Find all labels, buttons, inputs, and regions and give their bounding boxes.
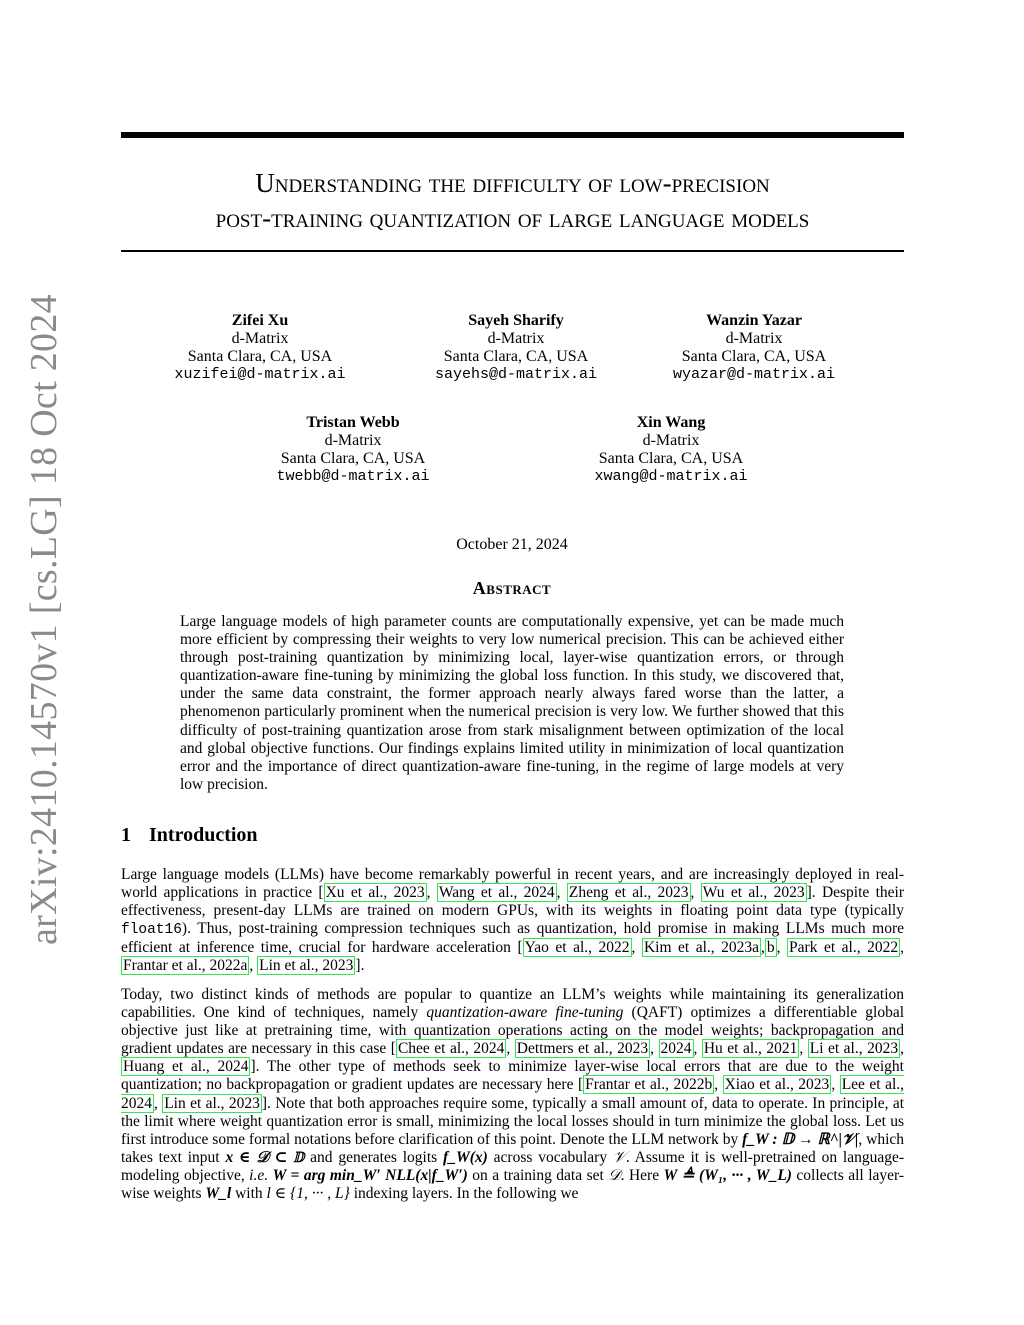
author-location: Santa Clara, CA, USA: [681, 348, 827, 365]
author-name: Zifei Xu: [231, 312, 289, 329]
text-run: , which takes text input: [121, 1130, 905, 1166]
author-email[interactable]: wyazar@d-matrix.ai: [672, 366, 836, 383]
section-number: 1: [121, 824, 131, 846]
text-run: with: [231, 1185, 267, 1203]
math-expression: l ∈ {1, ··· , L}: [266, 1185, 350, 1203]
citation-link[interactable]: Frantar et al., 2022b: [585, 1076, 713, 1094]
citation-link[interactable]: Xu et al., 2023: [325, 884, 425, 902]
citation-link[interactable]: b: [766, 939, 775, 957]
author-email[interactable]: twebb@d-matrix.ai: [276, 468, 430, 485]
author-org: d-Matrix: [487, 330, 545, 347]
author-location: Santa Clara, CA, USA: [443, 348, 589, 365]
citation-link[interactable]: Chee et al., 2024: [397, 1040, 505, 1058]
citation-link[interactable]: Frantar et al., 2022a: [123, 957, 248, 975]
section-title: Introduction: [149, 824, 258, 846]
citation-link[interactable]: Xiao et al., 2023: [724, 1076, 830, 1094]
author-name: Tristan Webb: [306, 414, 400, 431]
text-run: . Here: [620, 1166, 664, 1184]
math-expression: 𝒟: [608, 1166, 621, 1184]
citation-link[interactable]: Yao et al., 2022: [524, 939, 630, 957]
author-block: [140, 312, 380, 384]
math-expression: 𝒱: [612, 1148, 626, 1166]
text-run: indexing layers. In the following we: [349, 1185, 579, 1203]
math-expression: W = arg min_W′ NLL(x|f_W′): [272, 1166, 468, 1184]
author-block: [634, 312, 874, 384]
math-expression: f_W(x): [443, 1148, 488, 1166]
math-expression: W_l: [205, 1185, 232, 1203]
citation-link[interactable]: Lin et al., 2023: [164, 1094, 260, 1112]
intro-paragraph-1: Large language models (LLMs) have become remarkably powerful in recent years, and are increasingly deployed in real-world applications in practice [ Xu et al., 2023 , Wang et al., 2024 , Zheng et al., 2023 , Wu et al., 2023 ]. Despite their effectiveness, present-day LLMs are trained on modern GPUs, with its weights in floating point data type (typically float16). Thus, post-training compression techniques such as quantization, hold promise in making LLMs much more efficient at inference time, crucial for hardware acceleration [ Yao et al., 2022 , Kim et al., 2023a , b , Park et al., 2022 , Frantar et al., 2022a , Lin et al., 2023 ].: [121, 866, 905, 975]
math-expression: x ∈ 𝒟 ⊂ 𝔻: [225, 1148, 305, 1166]
title-top-rule: [121, 132, 904, 138]
abstract-text: Large language models of high parameter counts are computationally expensive, yet can be made much more efficient by compressing their weights to very low numerical precision. This can be achieved either through post-training quantization by minimizing local, layer-wise quantization errors, or through quantization-aware fine-tuning by minimizing the global loss function. In this study, we discovered that, under the same data constraint, the former approach nearly always fared worse than the latter, a phenomenon particularly prominent when the numerical precision is very low. We further showed that this difficulty of post-training quantization arose from stark misalignment between optimization of the local and global objective functions. Our findings explains limited utility in minimization of local quantization error and the importance of direct quantization-aware fine-tuning, in the regime of large models at very low precision.: [180, 613, 844, 793]
author-email[interactable]: xwang@d-matrix.ai: [594, 468, 748, 485]
title-line-1: Understanding the difficulty of low-precision: [255, 168, 770, 198]
text-run: ].: [355, 957, 365, 975]
author-email[interactable]: xuzifei@d-matrix.ai: [174, 366, 346, 383]
citation-link[interactable]: Lin et al., 2023: [259, 957, 354, 975]
citation-link[interactable]: Hu et al., 2021: [703, 1040, 798, 1058]
author-name: Wanzin Yazar: [706, 312, 802, 329]
author-location: Santa Clara, CA, USA: [187, 348, 333, 365]
text-run: . Assume it is well-pretrained on language-modeling objective,: [121, 1148, 905, 1184]
author-location: Santa Clara, CA, USA: [598, 450, 744, 467]
inline-code: float16: [121, 922, 182, 939]
section-heading: [121, 824, 258, 847]
citation-link[interactable]: Lee et al., 2024: [121, 1076, 905, 1112]
abstract-heading: Abstract: [472, 578, 552, 598]
arxiv-identifier: arXiv:2410.14570v1 [cs.LG] 18 Oct 2024: [23, 294, 65, 945]
text-run: (QAFT) optimizes a differentiable global objective just like at pretraining time, with quantization operations acting on the model weights; backpropagation and gradient updates are necessary in this case [: [121, 1004, 905, 1058]
emphasis: i.e.: [249, 1166, 269, 1184]
text-run: ]. Note that both approaches require some, typically a small amount of, data to operate. In principle, at the limit where weight quantization error is small, minimizing the local losses should in turn minimize the global loss. Let us first introduce some formal notations before clarification of this point. Denote the LLM network by: [121, 1094, 905, 1148]
author-org: d-Matrix: [725, 330, 783, 347]
text-run: ]. The other type of methods seek to minimize layer-wise local errors that are due to the weight quantization; no backpropagation or gradient updates are necessary here [: [121, 1058, 904, 1094]
text-run: ]. Despite their effectiveness, present-day LLMs are trained on modern GPUs, with its weights in floating point data type (typically: [121, 884, 905, 920]
author-block: [551, 414, 791, 486]
paper-date: October 21, 2024: [456, 536, 568, 553]
text-run: ). Thus, post-training compression techniques such as quantization, hold promise in making LLMs much more efficient at inference time, crucial for hardware acceleration [: [121, 920, 904, 957]
text-run: Large language models (LLMs) have become remarkably powerful in recent years, and are increasingly deployed in real-world applications in practice [: [121, 866, 904, 902]
text-run: and generates logits: [304, 1148, 444, 1166]
author-block: [233, 414, 473, 486]
citation-link[interactable]: Wu et al., 2023: [702, 884, 805, 902]
citation-link[interactable]: Wang et al., 2024: [438, 884, 555, 902]
citation-link[interactable]: Dettmers et al., 2023: [516, 1040, 649, 1058]
author-org: d-Matrix: [231, 330, 289, 347]
author-location: Santa Clara, CA, USA: [280, 450, 426, 467]
author-org: d-Matrix: [324, 432, 382, 449]
intro-paragraph-2: Today, two distinct kinds of methods are popular to quantize an LLM’s weights while maintaining its generalization capabilities. One kind of techniques, namely quantization-aware fine-tuning (QAFT) optimizes a differentiable global objective just like at pretraining time, with quantization operations acting on the model weights; backpropagation and gradient updates are necessary in this case [ Chee et al., 2024 , Dettmers et al., 2023 , 2024 , Hu et al., 2021 , Li et al., 2023 , Huang et al., 2024 ]. The other type of methods seek to minimize layer-wise local errors that are due to the weight quantization; no backpropagation or gradient updates are necessary here [ Frantar et al., 2022b , Xiao et al., 2023 , Lee et al., 2024 , Lin et al., 2023 ]. Note that both approaches require some, typically a small amount of, data to operate. In principle, at the limit where weight quantization error is small, minimizing the local losses should in turn minimize the global loss. Let us first introduce some formal notations before clarification of this point. Denote the LLM network by f_W : 𝔻 → ℝ^|𝒱|, which takes text input x ∈ 𝒟 ⊂ 𝔻 and generates logits f_W(x) across vocabulary 𝒱. Assume it is well-pretrained on language-modeling objective, i.e. W = arg min_W′ NLL(x|f_W′) on a training data set 𝒟. Here W ≜ (W₁, ··· , W_L) collects all layer-wise weights W_l with l ∈ {1, ··· , L} indexing layers. In the following we: [121, 986, 905, 1203]
text-run: Today, two distinct kinds of methods are popular to quantize an LLM’s weights while maintaining its generalization capabilities. One kind of techniques, namely: [121, 986, 904, 1022]
citation-link[interactable]: Zheng et al., 2023: [568, 884, 689, 902]
title-bottom-rule: [121, 250, 904, 252]
citation-link[interactable]: Park et al., 2022: [789, 939, 899, 957]
citation-link[interactable]: 2024: [660, 1040, 692, 1058]
author-name: Sayeh Sharify: [468, 312, 564, 329]
author-org: d-Matrix: [642, 432, 700, 449]
citation-link[interactable]: Huang et al., 2024: [123, 1058, 249, 1076]
emphasis: quantization-aware fine-tuning: [426, 1004, 624, 1022]
author-email[interactable]: sayehs@d-matrix.ai: [434, 366, 598, 383]
citation-link[interactable]: Kim et al., 2023a: [643, 939, 760, 957]
text-run: across vocabulary: [487, 1148, 613, 1166]
math-expression: W ≜ (W₁, ··· , W_L): [663, 1166, 792, 1184]
math-expression: f_W : 𝔻 → ℝ^|𝒱|: [742, 1130, 859, 1148]
title-line-2: post-training quantization of large language models: [215, 203, 810, 233]
paper-title: [121, 166, 904, 236]
text-run: on a training data set: [467, 1166, 609, 1184]
author-name: Xin Wang: [636, 414, 706, 431]
author-block: [396, 312, 636, 384]
citation-link[interactable]: Li et al., 2023: [809, 1040, 899, 1058]
text-run: collects all layer-wise weights: [121, 1166, 905, 1203]
